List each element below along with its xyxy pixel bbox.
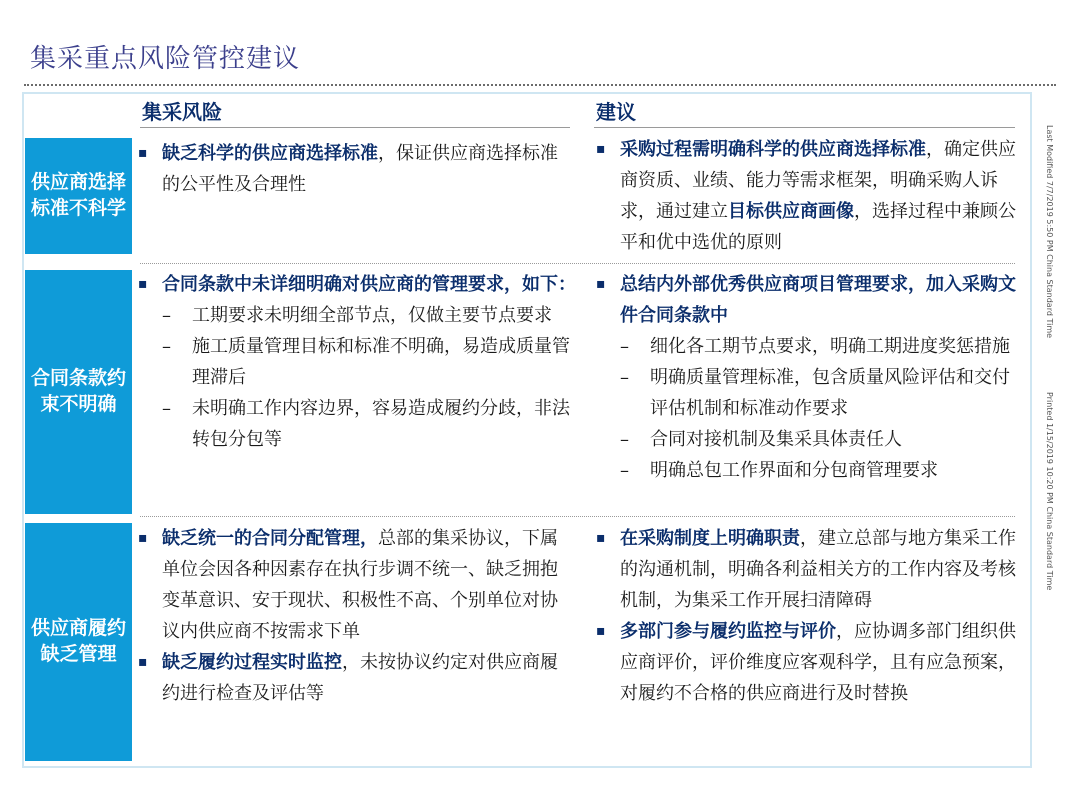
risk-cell-3 [138,523,573,709]
advice-bullet: ▪ 多部门参与履约监控与评价，应协调多部门组织供应商评价，评价维度应客观科学，且有应急预案，对履约不合格的供应商进行及时替换 [596,616,1016,709]
risk-header-rule [140,127,570,128]
risk-column-header: 集采风险 [142,100,222,124]
advice-sub-item: – 细化各工期节点要求，明确工期进度奖惩措施 [596,331,1016,362]
risk-cell-2 [138,269,578,455]
title-divider [24,84,1056,86]
advice-bullet: ▪ 采购过程需明确科学的供应商选择标准，确定供应商资质、业绩、能力等需求框架，明确采购人诉求，通过建立目标供应商画像，选择过程中兼顾公平和优中选优的原则 [596,134,1016,258]
printed-note: Printed 1/15/2019 10:20 PM China Standard Time [1045,392,1054,591]
advice-lead-bullet: ▪ 总结内外部优秀供应商项目管理要求，加入采购文件合同条款中 [596,269,1016,331]
risk-bullet: ▪ 缺乏统一的合同分配管理，总部的集采协议，下属单位会因各种因素存在执行步调不统一、缺乏拥抱变革意识、安于现状、积极性不高、个别单位对协议内供应商不按需求下单 [138,523,573,647]
last-modified-note: Last Modified 7/7/2019 5:50 PM China Standard Time [1045,125,1054,339]
risk-bullet: ▪ 缺乏科学的供应商选择标准，保证供应商选择标准的公平性及合理性 [138,138,568,200]
row-label-supplier-performance: 供应商履约 缺乏管理 [25,523,132,761]
advice-cell-2 [596,269,1016,486]
row-divider [140,516,1015,517]
risk-sub-item: – 施工质量管理目标和标准不明确，易造成质量管理滞后 [138,331,578,393]
advice-header-rule [594,127,1015,128]
advice-cell-3 [596,523,1016,709]
advice-sub-item: – 明确总包工作界面和分包商管理要求 [596,455,1016,486]
risk-lead-bullet: ▪ 合同条款中未详细明确对供应商的管理要求，如下： [138,269,578,300]
risk-bullet: ▪ 缺乏履约过程实时监控，未按协议约定对供应商履约进行检查及评估等 [138,647,573,709]
advice-bullet: ▪ 在采购制度上明确职责，建立总部与地方集采工作的沟通机制，明确各利益相关方的工作内容及考核机制，为集采工作开展扫清障碍 [596,523,1016,616]
page-title: 集采重点风险管控建议 [30,44,301,74]
row-divider [140,263,1015,264]
risk-sub-item: – 未明确工作内容边界，容易造成履约分歧，非法转包分包等 [138,393,578,455]
risk-cell-1 [138,138,568,200]
advice-sub-item: – 合同对接机制及集采具体责任人 [596,424,1016,455]
row-label-contract-terms: 合同条款约 束不明确 [25,270,132,514]
advice-cell-1 [596,134,1016,258]
advice-sub-item: – 明确质量管理标准，包含质量风险评估和交付评估机制和标准动作要求 [596,362,1016,424]
row-label-supplier-selection: 供应商选择 标准不科学 [25,138,132,254]
advice-column-header: 建议 [596,100,636,124]
risk-sub-item: – 工期要求未明细全部节点，仅做主要节点要求 [138,300,578,331]
